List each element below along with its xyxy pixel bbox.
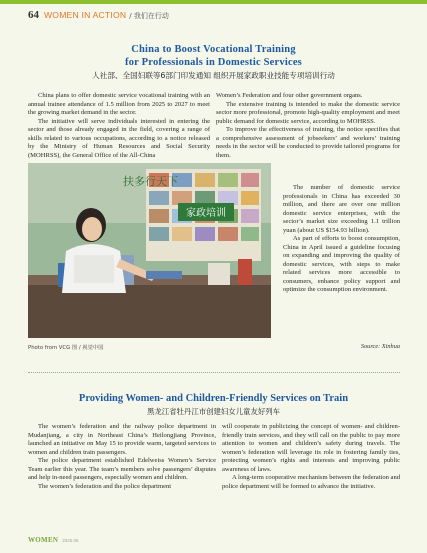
paragraph: Women’s Federation and four other government organs. [216,92,363,99]
paragraph: As part of efforts to boost consumption, China in April issued a guideline focusing on expanding and improving the quality of domestic services, with steps to make related services more accessible to consumers, enhance policy support and optimize the consumption environment. [283,235,400,293]
page-number: 64 [28,9,39,21]
photo-banner-text: 家政培训 [186,208,226,219]
article-source: Source: Xinhua [360,343,400,350]
section-title-cn: / 我们在行动 [129,12,169,20]
article1-subtitle-cn: 人社部、全国妇联等6部门印发通知 组织开展家政职业技能专项培训行动 [92,71,335,80]
issue-date: 2025.06 [62,538,79,543]
page-footer [28,536,79,544]
page-header [28,9,169,23]
article1-title-line1: China to Boost Vocational Training [131,44,296,55]
article1-title [20,43,407,69]
photo-credit: Photo from VCG 图 / 视觉中国 [28,345,104,351]
magazine-logo: WOMEN [28,536,59,544]
section-title: WOMEN IN ACTION [44,10,127,20]
paragraph: The extensive training is intended to make the domestic service sector more professional, promote high-quality employment and meet public demand for domestic service, according to MOHRSS. [216,100,400,125]
section-divider [28,372,400,373]
article2-subtitle-cn: 黑龙江省牡丹江市创建妇女儿童友好列车 [146,407,281,416]
paragraph: To improve the effectiveness of training, the notice specifies that a comprehensive assessment of jobseekers’ and workers’ training needs in the sector will be conducted to provide tailored programs for them. [216,126,400,159]
paragraph: The police department established Edelweiss Women’s Service Team earlier this year. The team’s members solve passengers’ disputes and help in-need passengers, especially women and children. [28,457,216,481]
top-accent-bar [0,0,427,4]
paragraph: The women’s federation and the police department [38,482,172,490]
article-photo [28,163,271,338]
article1-column-1 [28,92,210,160]
photo-illustration [28,163,271,338]
paragraph: The initiative will serve individuals interested in entering the sector and those already engaged in the field, covering a range of skills related to various occupations, according to a notice released by the Ministry of Human Resources and Social Security (MOHRSS), the General Office of the All-China [28,117,210,159]
article2-column-2 [222,423,400,491]
article1-column-2 [216,92,400,160]
article1-column-3 [283,184,400,295]
paragraph: The number of domestic service professionals in China has exceeded 30 million, and there are over one million domestic service enterprises, with the sector’s market size exceeding 1.1 trillion yuan (about US $154.93 billion). [283,184,400,234]
photo-top-text: 扶多行天下 [123,175,178,188]
article1-title-line2: for Professionals in Domestic Services [125,57,302,68]
article2-title: Providing Women- and Children-Friendly Services on Train [78,393,349,404]
paragraph: China plans to offer domestic service vocational training with an annual trainee attendance of 1.5 million from 2025 to 2027 to meet the growing market demand in the sector. [28,92,210,116]
paragraph: will cooperate in publicizing the concept of women- and children-friendly train services, and they will call on the public to pay more attention to women and children’s safety during travels. The women’s federation will leverage its role in fostering family ties, protecting women’s rights and interests and improving public awareness of laws. [222,423,400,473]
paragraph: A long-term cooperative mechanism between the federation and police department will be formed to advance the initiative. [222,474,400,490]
paragraph: The women’s federation and the railway police department in Mudanjiang, a city in Northeast China’s Heilongjiang Province, launched an initiative on May 15 to provide warm, targeted services to women and children train passengers. [28,423,216,456]
article2-column-1 [28,423,216,491]
